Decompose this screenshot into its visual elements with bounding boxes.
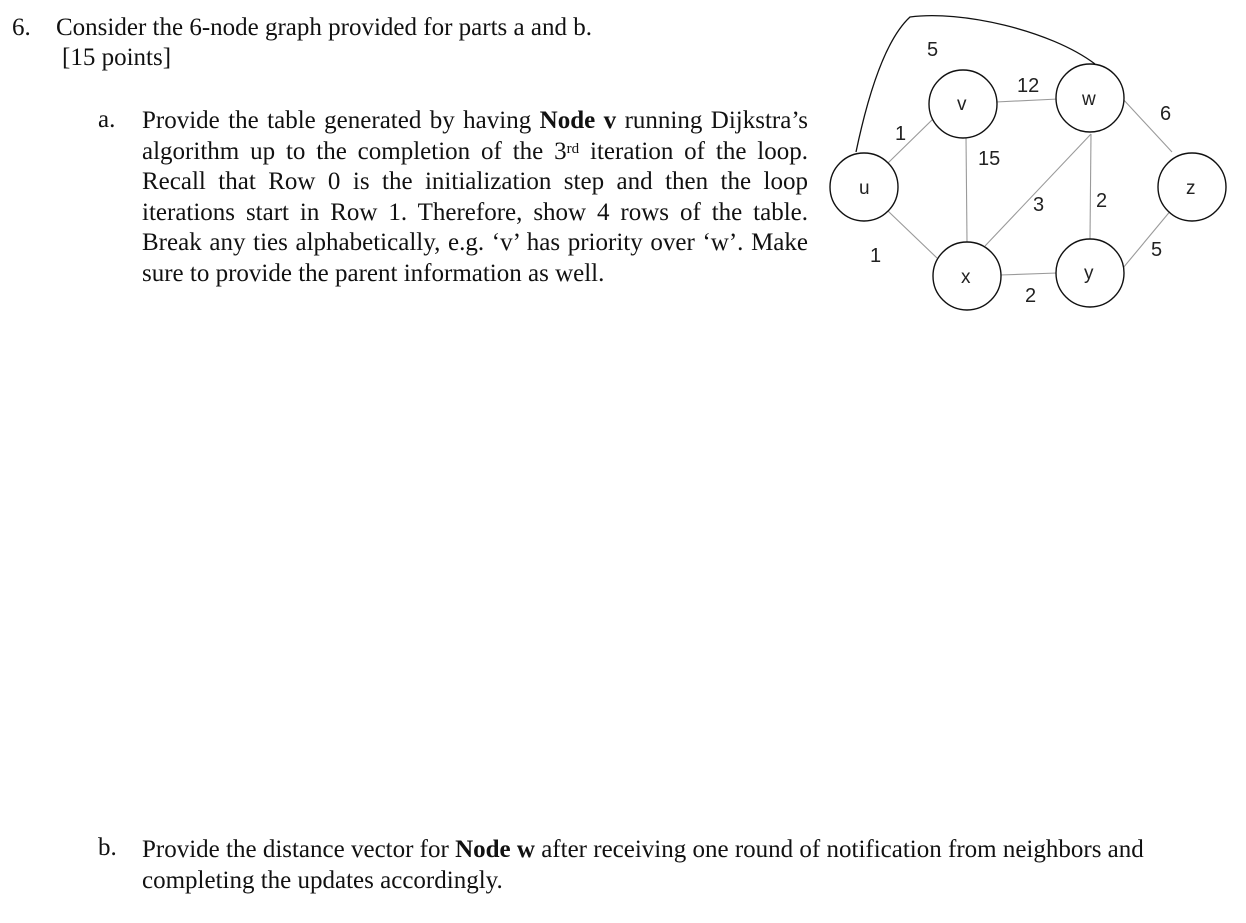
question-points: [15 points] bbox=[62, 44, 172, 71]
graph-diagram bbox=[820, 0, 1240, 330]
svg-text:z: z bbox=[1186, 178, 1196, 199]
edge-x-y bbox=[1000, 273, 1057, 275]
node-v bbox=[929, 70, 997, 138]
weight-y-z: 5 bbox=[1151, 239, 1163, 261]
node-w bbox=[1056, 64, 1124, 132]
weight-v-w: 12 bbox=[1017, 75, 1040, 97]
weight-u-w: 5 bbox=[927, 39, 939, 61]
weight-x-w: 3 bbox=[1033, 194, 1045, 216]
part-b-label: b. bbox=[98, 834, 117, 861]
weight-x-y: 2 bbox=[1025, 285, 1037, 307]
edge-u-x bbox=[888, 211, 937, 258]
edge-w-y bbox=[1090, 134, 1091, 239]
question-title: Consider the 6-node graph provided for parts a and b. bbox=[56, 14, 592, 41]
part-a-label: a. bbox=[98, 106, 116, 133]
part-b-text: Provide the distance vector for Node w after receiving one round of notification from neighbors and completing the updates accordingly. bbox=[142, 836, 1144, 894]
node-x bbox=[933, 242, 1001, 310]
weight-u-v: 1 bbox=[895, 123, 907, 145]
edge-v-w bbox=[996, 99, 1058, 102]
part-a-text: Provide the table generated by having Node v running Dijkstra’s algorithm up to the completion of the 3rd iteration of the loop. Recall that Row 0 is the initialization step and then the loop iterations start in Row 1. Therefore, show 4 rows of the table. Break any ties alphabetically, e.g. ‘v’ has priority over ‘w’. Make sure to provide the parent information as well. bbox=[142, 107, 809, 287]
node-v-emphasis: Node v bbox=[539, 107, 617, 134]
node-z bbox=[1158, 153, 1226, 221]
weight-v-x: 15 bbox=[978, 148, 1001, 170]
question-number: 6. bbox=[12, 14, 31, 41]
svg-text:w: w bbox=[1082, 89, 1096, 110]
edge-v-x bbox=[966, 136, 967, 242]
node-w-emphasis: Node w bbox=[455, 836, 535, 863]
weight-u-x: 1 bbox=[870, 245, 882, 267]
node-u bbox=[830, 153, 898, 221]
svg-text:u: u bbox=[859, 178, 870, 199]
edge-y-z bbox=[1123, 209, 1172, 268]
svg-text:x: x bbox=[961, 267, 971, 288]
svg-text:y: y bbox=[1084, 263, 1094, 284]
edge-x-w bbox=[985, 134, 1091, 246]
node-y bbox=[1056, 239, 1124, 307]
weight-w-z: 6 bbox=[1160, 103, 1172, 125]
weight-w-y: 2 bbox=[1096, 190, 1108, 212]
svg-text:v: v bbox=[957, 94, 967, 115]
